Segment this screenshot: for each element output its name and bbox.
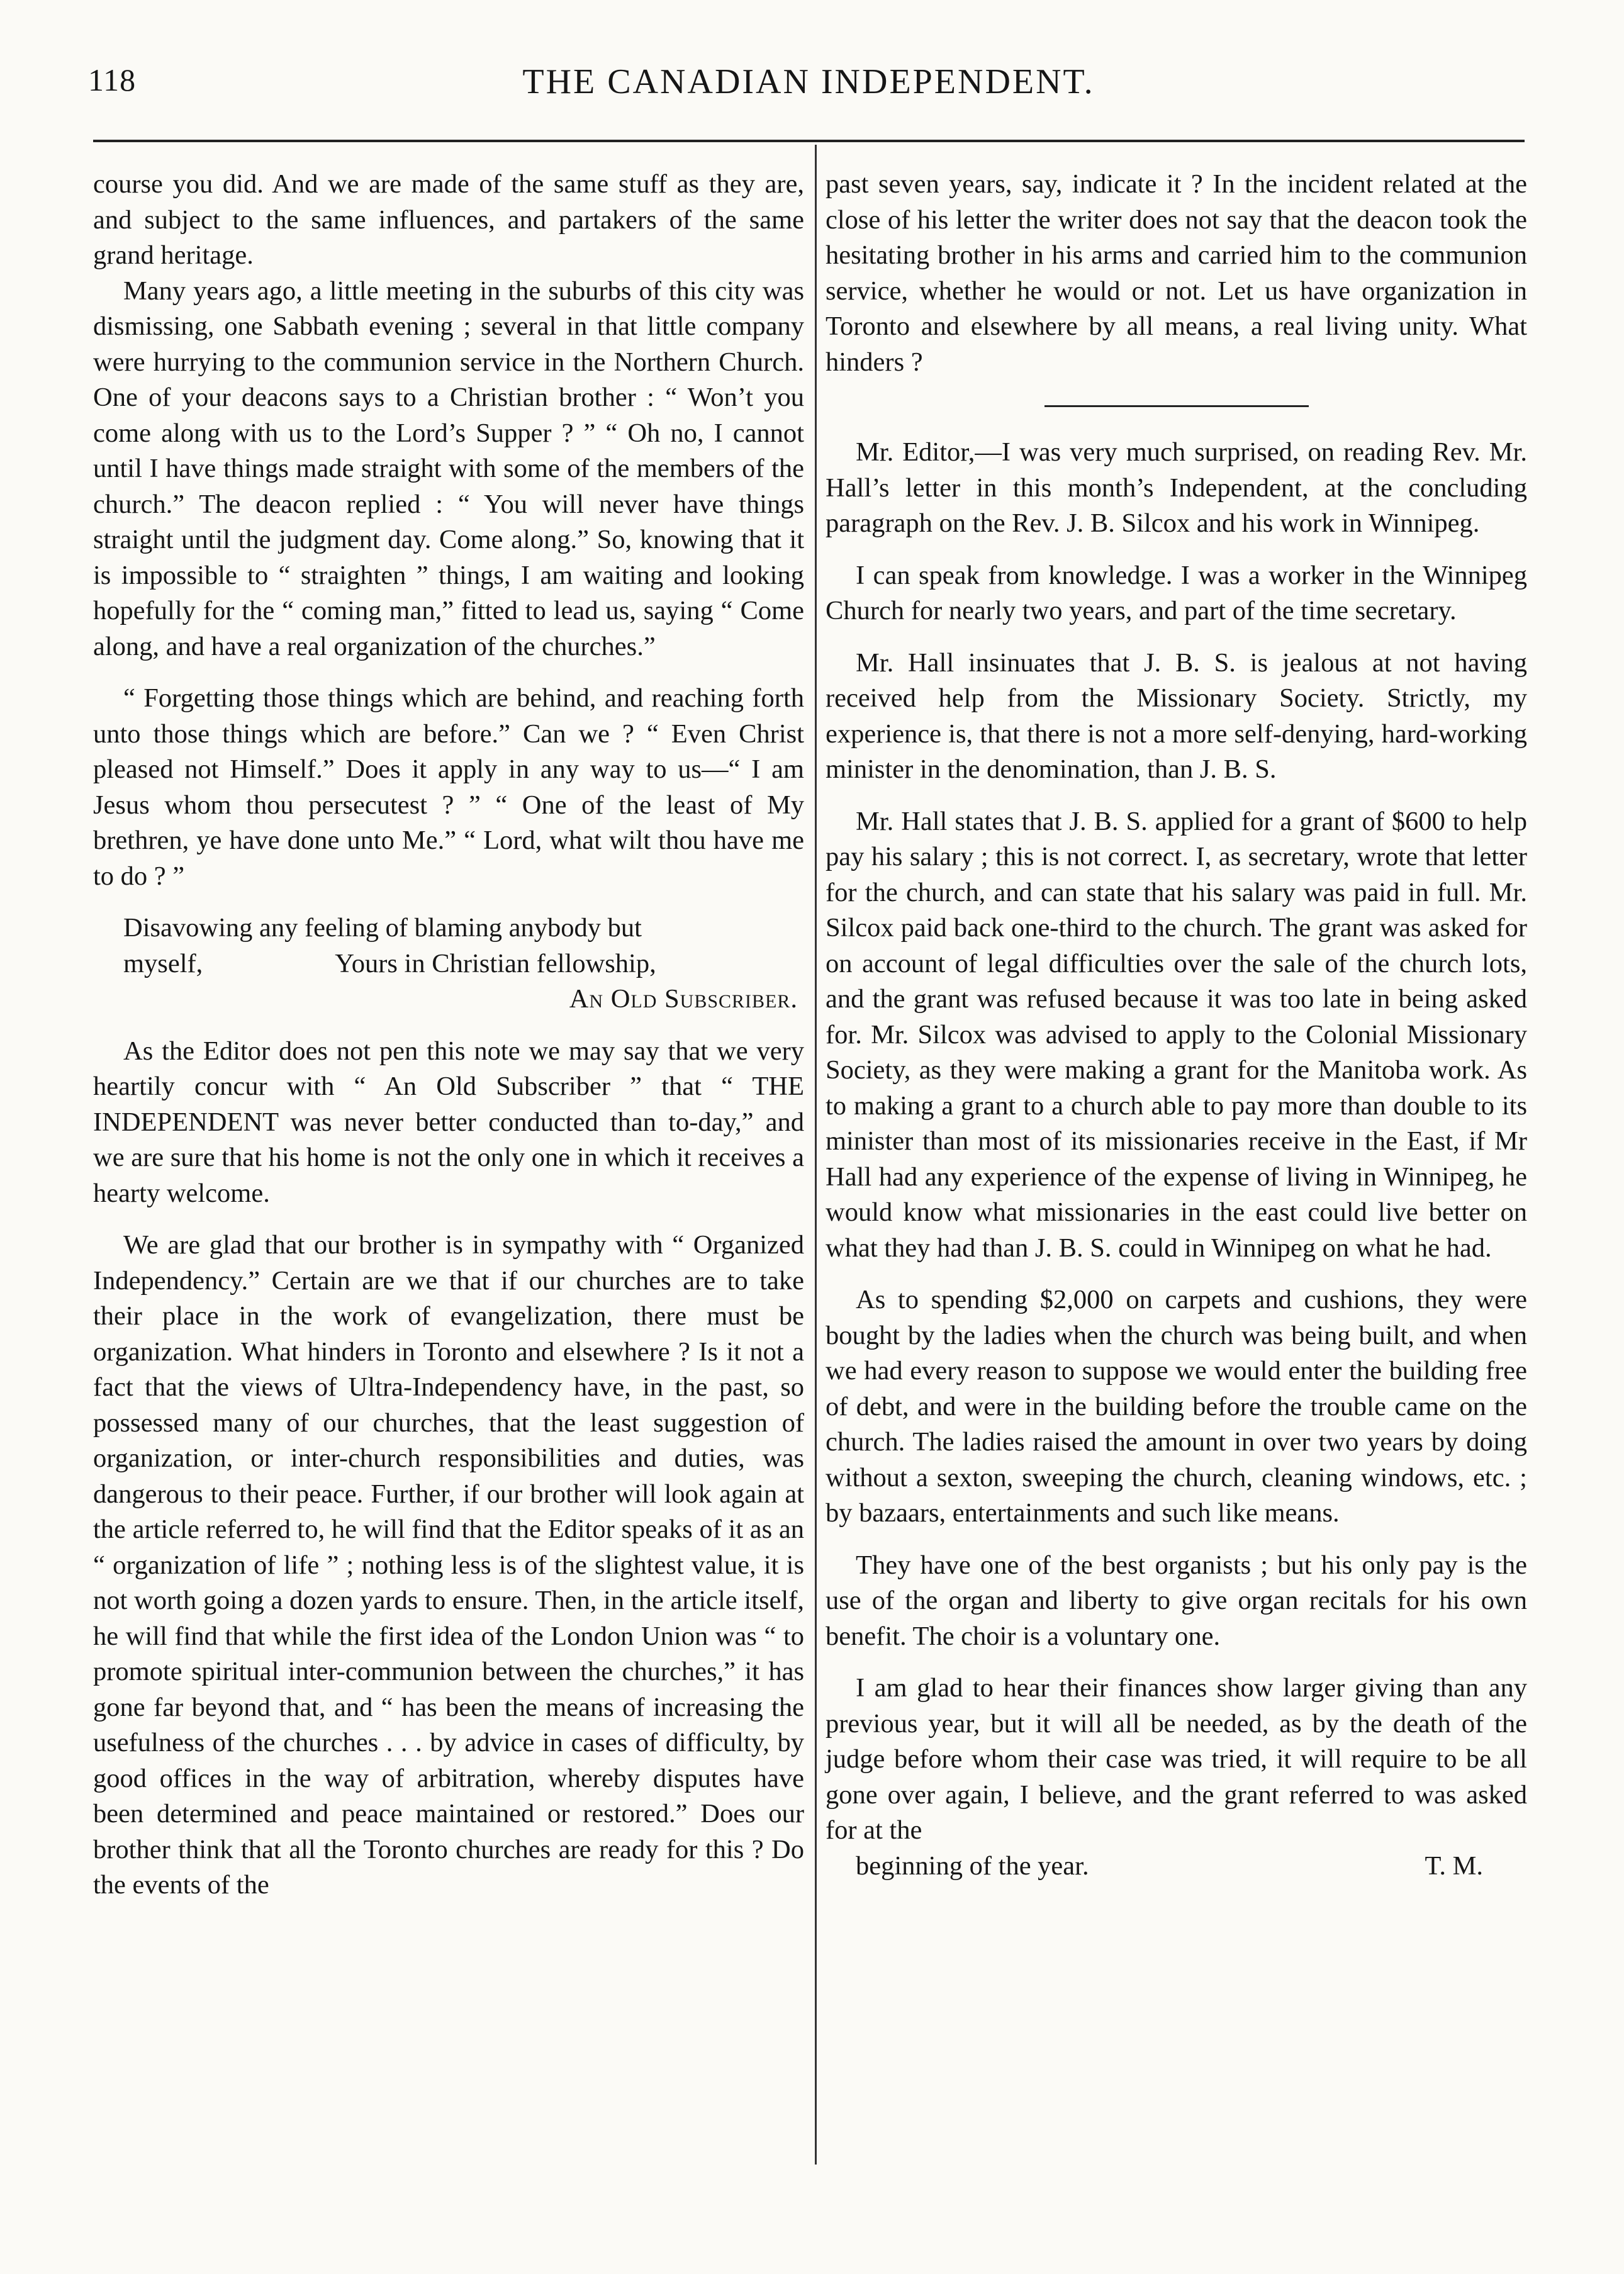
signature [93,982,804,1017]
closing-yours: Yours in Christian fellowship, [335,948,656,978]
page-number: 118 [88,62,137,98]
paragraph: “ Forgetting those things which are behind, and reaching forth unto those things which are before.” Can we ? “ Even Christ pleased not Himself.” Does it apply in any way to us—“ I am Jesus whom thou persecutest ? ” “ One of the least of My brethren, ye have done unto Me.” “ Lord, what wilt thou have me to do ? ” [93,683,804,891]
paragraph: They have one of the best organists ; but his only pay is the use of the organ and liberty to give organ recitals for his own benefit. The choir is a voluntary one. [826,1550,1527,1651]
closing-line [93,946,804,982]
author-initials: T. M. [1425,1851,1483,1881]
paragraph: As to spending $2,000 on carpets and cushions, they were bought by the ladies when the church was being built, and when we had every reason to suppose we would enter the building free of debt, and were in the building before the trouble came on the church. The ladies raised the amount in over two years by doing without a sexton, sweeping the church, cleaning windows, etc. ; by bazaars, entertainments and such like means. [826,1285,1527,1528]
section-rule [1044,405,1309,407]
paragraph: Mr. Hall states that J. B. S. applied for a grant of $600 to help pay his salary ; this is not correct. I, as secretary, wrote that letter for the church, and can state that his salary was paid in full. Mr. Silcox paid back one-third to the church. The grant was asked for on account of legal difficulties over the sale of the church lots, and the grant was refused because it was too late in being asked for. Mr. Silcox was advised to apply to the Colonial Missionary Society, as they were making a grant for the Manitoba work. As to making a grant to a church able to pay more than double to its minister than most of its missionaries receive in the East, if Mr Hall had any experience of the expense of living in Winnipeg, he would know what missionaries in the east could live better on what they had than J. B. S. could in Winnipeg on what he had. [826,806,1527,1263]
paragraph: Mr. Hall insinuates that J. B. S. is jealous at not having received help from the Missionary Society. Strictly, my experience is, that there is not a more self-denying, hard-working minister in the denomination, than J. B. S. [826,647,1527,784]
paragraph: Many years ago, a little meeting in the suburbs of this city was dismissing, one Sabbath evening ; several in that little company were hurrying to the communion service in the Northern Church. One of your deacons says to a Christian brother : “ Won’t you come along with us to the Lord’s Supper ? ” “ Oh no, I cannot until I have things made straight with some of the members of the church.” The deacon replied : “ You will never have things straight until the judgment day. Come along.” So, knowing that it is impossible to “ straighten ” things, I am waiting and looking hopefully for the “ coming man,” fitted to lead us, saying “ Come along, and have a real organization of the churches.” [93,276,804,661]
paragraph: I can speak from knowledge. I was a worker in the Winnipeg Church for nearly two years, and part of the time secretary. [826,560,1527,625]
letter-opening: Mr. Editor,—I was very much surprised, on reading Rev. Mr. Hall’s letter in this month’s Independent, at the concluding paragraph on the Rev. J. B. Silcox and his work in Winnipeg. [826,437,1527,538]
journal-title: THE CANADIAN INDEPENDENT. [522,62,1095,101]
header-rule [93,140,1525,142]
page-header [88,55,1529,125]
closing-text: beginning of the year. [856,1851,1089,1881]
editor-note: As the Editor does not pen this note we may say that we very heartily concur with “ An Old Subscriber ” that “ THE INDEPENDENT was never better conducted than to-day,” and we are sure that his home is not the only one in which it receives a hearty welcome. [93,1036,804,1208]
paragraph: Disavowing any feeling of blaming anybody but [123,913,642,943]
paragraph: I am glad to hear their finances show larger giving than any previous year, but it will all be needed, as by the death of the judge before whom their case was tried, it will require to be all gone over again, I believe, and the grant referred to was asked for at the [826,1673,1527,1845]
paragraph: We are glad that our brother is in sympathy with “ Organized Independency.” Certain are we that if our churches are to take their place in the work of evangelization, there must be organization. What hinders in Toronto and elsewhere ? Is it not a fact that the views of Ultra-Independency have, in the past, so possessed many of our churches, that the least suggestion of organization, or inter-church responsibilities and duties, was dangerous to their peace. Further, if our brother will look again at the article referred to, he will find that the Editor speaks of it as an “ organization of life ” ; nothing less is of the slightest value, it is not worth going a dozen yards to ensure. Then, in the article itself, he will find that while the first idea of the London Union was “ to promote spiritual inter-communion between the churches,” it has gone far beyond that, and “ has been the means of increasing the usefulness of the churches . . . by advice in cases of difficulty, by good offices in the way of arbitration, whereby disputes have been determined and peace maintained or restored.” Does our brother think that all the Toronto churches are ready for this ? Do the events of the [93,1230,804,1900]
right-column [826,167,1527,1884]
column-divider [815,145,817,2165]
paragraph: past seven years, say, indicate it ? In the incident related at the close of his letter the writer does not say that the deacon took the hesitating brother in his arms and carried him to the communion service, whether he would or not. Let us have organization in Toronto and elsewhere by all means, a real living unity. What hinders ? [826,169,1527,377]
closing-line [826,1849,1527,1885]
paragraph: course you did. And we are made of the same stuff as they are, and subject to the same influences, and partakers of the same grand heritage. [93,169,804,270]
closing-myself: myself, [123,948,203,978]
left-column [93,167,804,1903]
signature-text: An Old Subscriber. [569,984,798,1014]
